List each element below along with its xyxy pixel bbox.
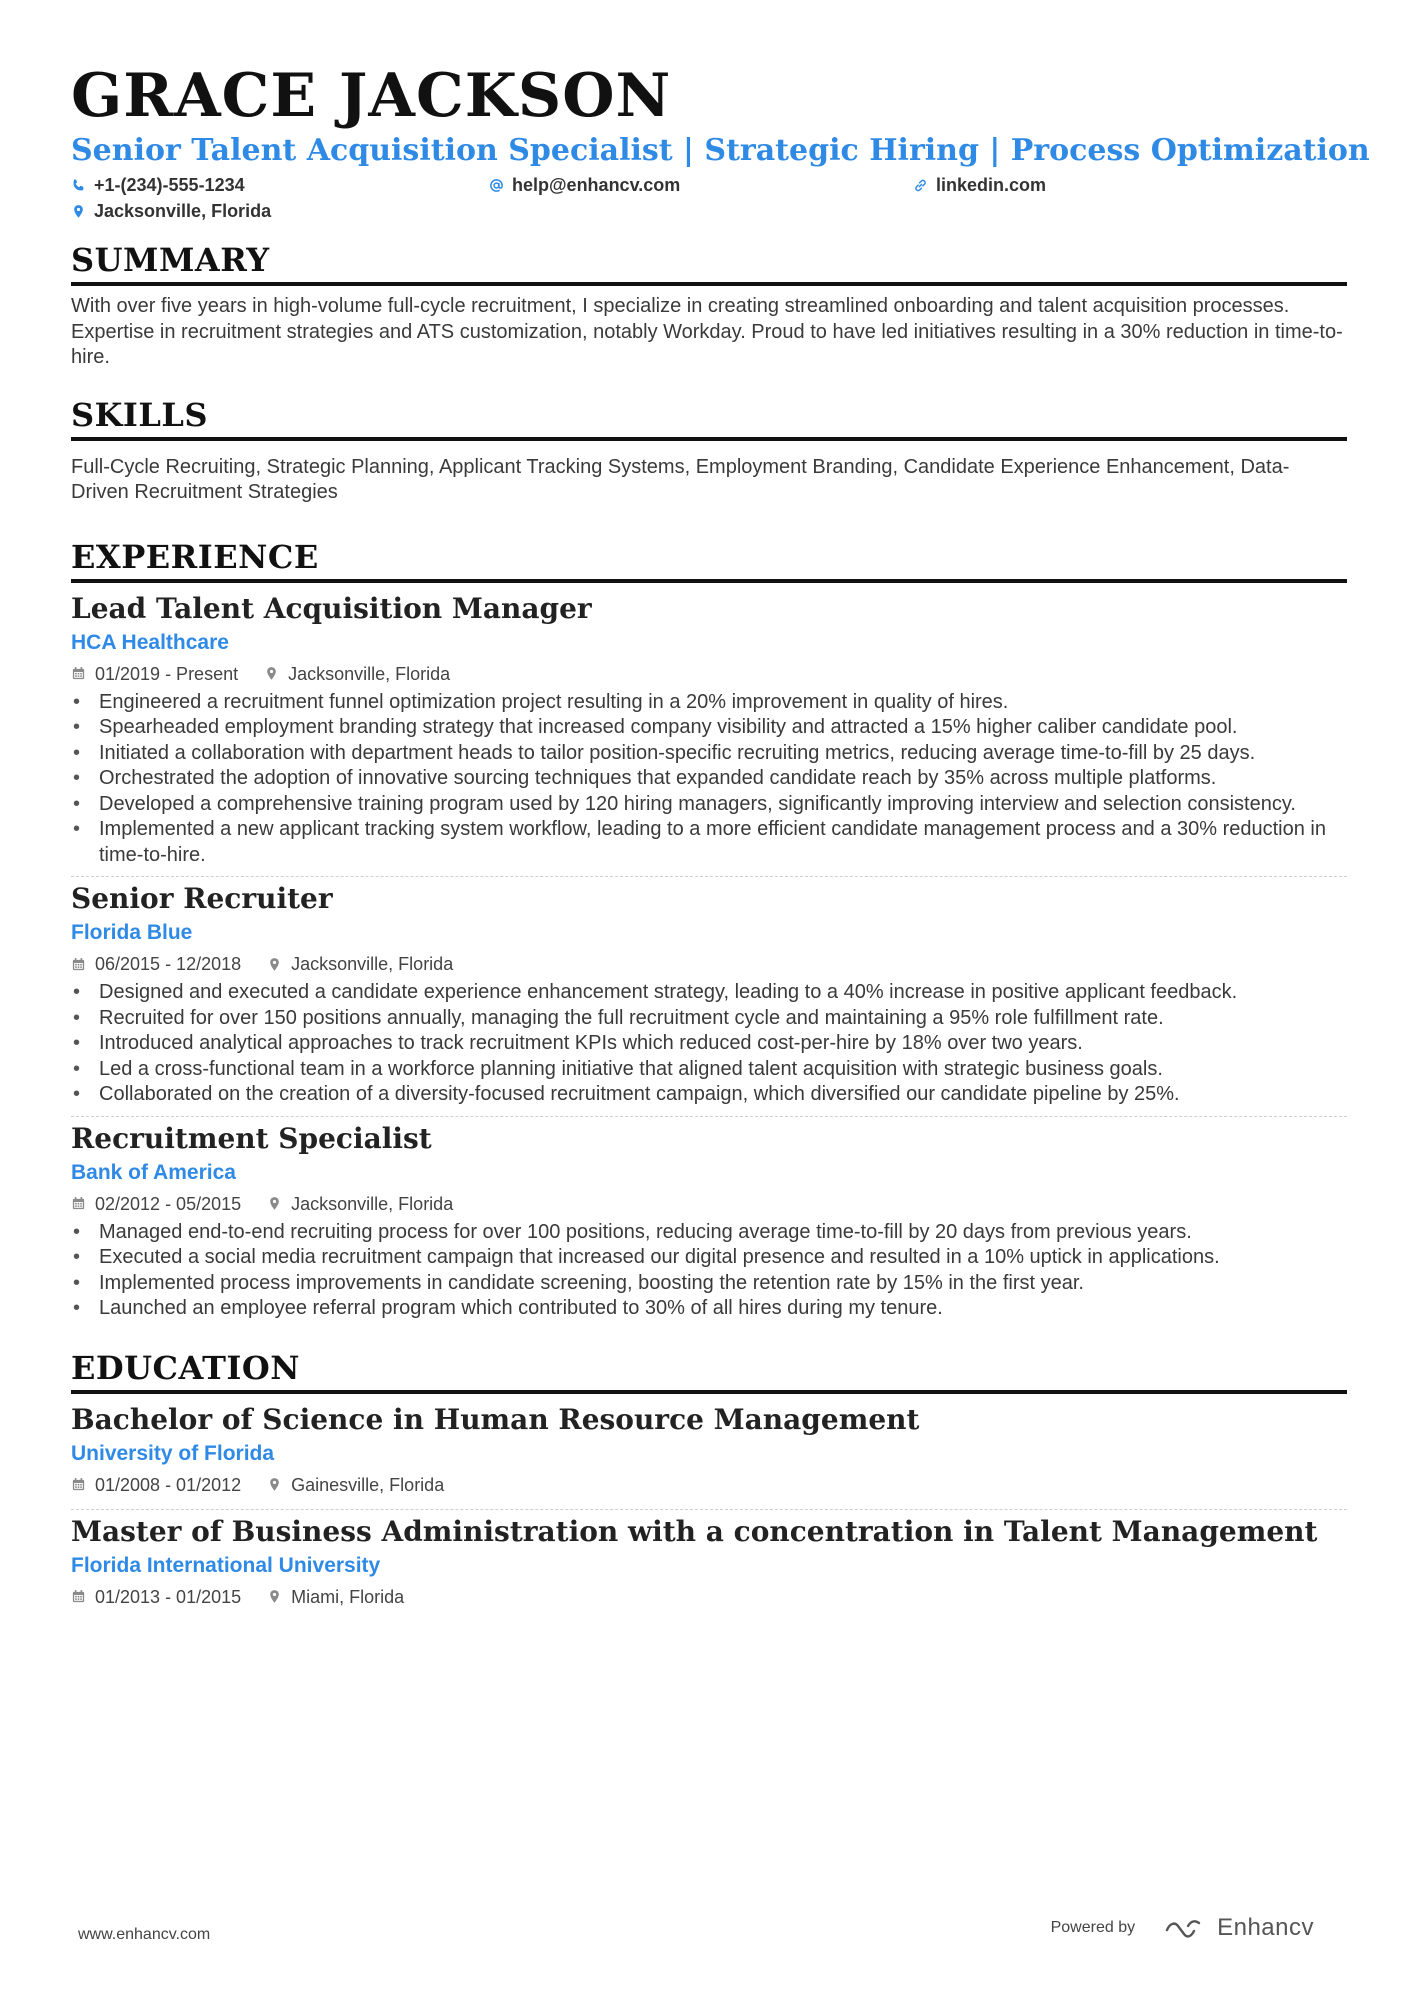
education-meta <box>71 1469 1347 1501</box>
education-section <box>71 1348 1347 1613</box>
location-pin-icon <box>71 204 86 219</box>
job-bullets <box>71 1220 1347 1322</box>
brand-name: Enhancv <box>1217 1914 1314 1941</box>
job-title: Lead Talent Acquisition Manager <box>71 591 592 625</box>
company-name: HCA Healthcare <box>71 630 229 654</box>
list-item: • Developed a comprehensive training program used by 120 hiring managers, significantly improving interview and selection consistency. <box>71 792 1347 818</box>
calendar-icon <box>71 1477 86 1492</box>
job-location: Jacksonville, Florida <box>267 948 453 980</box>
company-name: Florida Blue <box>71 921 193 944</box>
summary-section <box>71 240 1347 371</box>
location-pin-icon <box>267 1477 282 1492</box>
experience-entry <box>71 591 1347 869</box>
list-item: • Implemented a new applicant tracking system workflow, leading to a more efficient candidate management process and a 30% reduction in time-to-hire. <box>71 817 1347 868</box>
job-meta <box>71 658 1347 690</box>
location-pin-icon <box>267 1589 282 1604</box>
enhancv-logo <box>1163 1914 1314 1942</box>
location-pin-icon <box>264 666 279 681</box>
list-item: • Managed end-to-end recruiting process for over 100 positions, reducing average time-to-fill by 20 days from previous years. <box>71 1220 1347 1246</box>
list-item: • Spearheaded employment branding strategy that increased company visibility and attracted a 15% higher caliber candidate pool. <box>71 715 1347 741</box>
job-location: Jacksonville, Florida <box>267 1188 453 1220</box>
list-item: • Executed a social media recruitment campaign that increased our digital presence and resulted in a 10% uptick in applications. <box>71 1245 1347 1271</box>
powered-by-label: Powered by <box>1050 1919 1136 1936</box>
list-item: • Initiated a collaboration with department heads to tailor position-specific recruiting metrics, reducing average time-to-fill by 25 days. <box>71 741 1347 767</box>
resume-content <box>71 60 1370 1613</box>
candidate-tagline: Senior Talent Acquisition Specialist | Strategic Hiring | Process Optimization <box>71 133 1370 168</box>
experience-entry <box>71 1121 1347 1322</box>
entry-divider <box>71 876 1347 877</box>
school-name: Florida International University <box>71 1553 381 1577</box>
job-location: Jacksonville, Florida <box>264 658 450 690</box>
skills-text: Full-Cycle Recruiting, Strategic Planning, Applicant Tracking Systems, Employment Branding, Candidate Experience Enhancement, Data-Driven Recruitment Strategies <box>71 455 1290 503</box>
location-pin-icon <box>267 1196 282 1211</box>
job-title: Senior Recruiter <box>71 882 333 915</box>
list-item: • Recruited for over 150 positions annually, managing the full recruitment cycle and maintaining a 95% role fulfillment rate. <box>71 1006 1347 1032</box>
job-bullets <box>71 980 1347 1108</box>
at-icon <box>489 178 504 193</box>
summary-heading: SUMMARY <box>71 240 1347 286</box>
contact-linkedin[interactable] <box>913 172 1046 198</box>
contact-location <box>71 198 271 224</box>
skills-section <box>71 395 1347 506</box>
job-dates: 02/2012 - 05/2015 <box>71 1188 241 1220</box>
footer-website[interactable]: www.enhancv.com <box>78 1926 211 1943</box>
company-name: Bank of America <box>71 1160 236 1184</box>
list-item: • Engineered a recruitment funnel optimization project resulting in a 20% improvement in quality of hires. <box>71 690 1347 716</box>
list-item: • Led a cross-functional team in a workforce planning initiative that aligned talent acquisition with strategic business goals. <box>71 1057 1347 1083</box>
list-item: • Collaborated on the creation of a diversity-focused recruitment campaign, which diversified our candidate pipeline by 25%. <box>71 1082 1347 1108</box>
job-meta <box>71 948 1347 980</box>
email-text: help@enhancv.com <box>512 174 681 195</box>
calendar-icon <box>71 1589 86 1604</box>
entry-divider <box>71 1509 1347 1510</box>
phone-text: +1-(234)-555-1234 <box>94 174 245 195</box>
degree-title: Bachelor of Science in Human Resource Management <box>71 1402 920 1436</box>
list-item: • Launched an employee referral program which contributed to 30% of all hires during my tenure. <box>71 1296 1347 1322</box>
enhancv-logo-icon <box>1163 1916 1209 1940</box>
school-name: University of Florida <box>71 1441 275 1465</box>
location-pin-icon <box>267 957 282 972</box>
education-dates: 01/2013 - 01/2015 <box>71 1581 241 1613</box>
contact-info <box>71 172 1347 228</box>
job-dates: 01/2019 - Present <box>71 658 238 690</box>
list-item: • Implemented process improvements in candidate screening, boosting the retention rate by 15% in the first year. <box>71 1271 1347 1297</box>
education-heading: EDUCATION <box>71 1348 1347 1394</box>
entry-divider <box>71 1116 1347 1117</box>
list-item: • Orchestrated the adoption of innovative sourcing techniques that expanded candidate reach by 35% across multiple platforms. <box>71 766 1347 792</box>
summary-text: With over five years in high-volume full-cycle recruitment, I specialize in creating streamlined onboarding and talent acquisition processes. Expertise in recruitment strategies and ATS customization, notably Workday. Proud to have led initiatives resulting in a 30% reduction in time-to-hire. <box>71 295 1343 368</box>
contact-email[interactable] <box>489 172 680 198</box>
job-meta <box>71 1188 1347 1220</box>
footer-powered-by[interactable] <box>1051 1914 1314 1942</box>
location-text: Jacksonville, Florida <box>94 200 272 221</box>
contact-phone[interactable] <box>71 172 245 198</box>
calendar-icon <box>71 957 86 972</box>
job-bullets <box>71 690 1347 869</box>
experience-section <box>71 537 1347 1322</box>
link-icon <box>913 178 928 193</box>
linkedin-text: linkedin.com <box>936 174 1047 195</box>
job-dates: 06/2015 - 12/2018 <box>71 948 241 980</box>
list-item: • Designed and executed a candidate experience enhancement strategy, leading to a 40% increase in positive applicant feedback. <box>71 980 1347 1006</box>
calendar-icon <box>71 1196 86 1211</box>
education-dates: 01/2008 - 01/2012 <box>71 1469 241 1501</box>
job-title: Recruitment Specialist <box>71 1121 432 1155</box>
education-location: Miami, Florida <box>267 1581 404 1613</box>
experience-entry <box>71 881 1347 1108</box>
education-meta <box>71 1581 1347 1613</box>
experience-heading: EXPERIENCE <box>71 537 1347 583</box>
degree-title: Master of Business Administration with a concentration in Talent Management <box>71 1514 1318 1548</box>
education-entry <box>71 1402 1347 1501</box>
calendar-icon <box>71 666 86 681</box>
phone-icon <box>71 178 86 193</box>
candidate-name: GRACE JACKSON <box>71 61 672 131</box>
education-location: Gainesville, Florida <box>267 1469 444 1501</box>
education-entry <box>71 1514 1347 1613</box>
skills-heading: SKILLS <box>71 395 1347 441</box>
list-item: • Introduced analytical approaches to track recruitment KPIs which reduced cost-per-hire by 18% over two years. <box>71 1031 1347 1057</box>
